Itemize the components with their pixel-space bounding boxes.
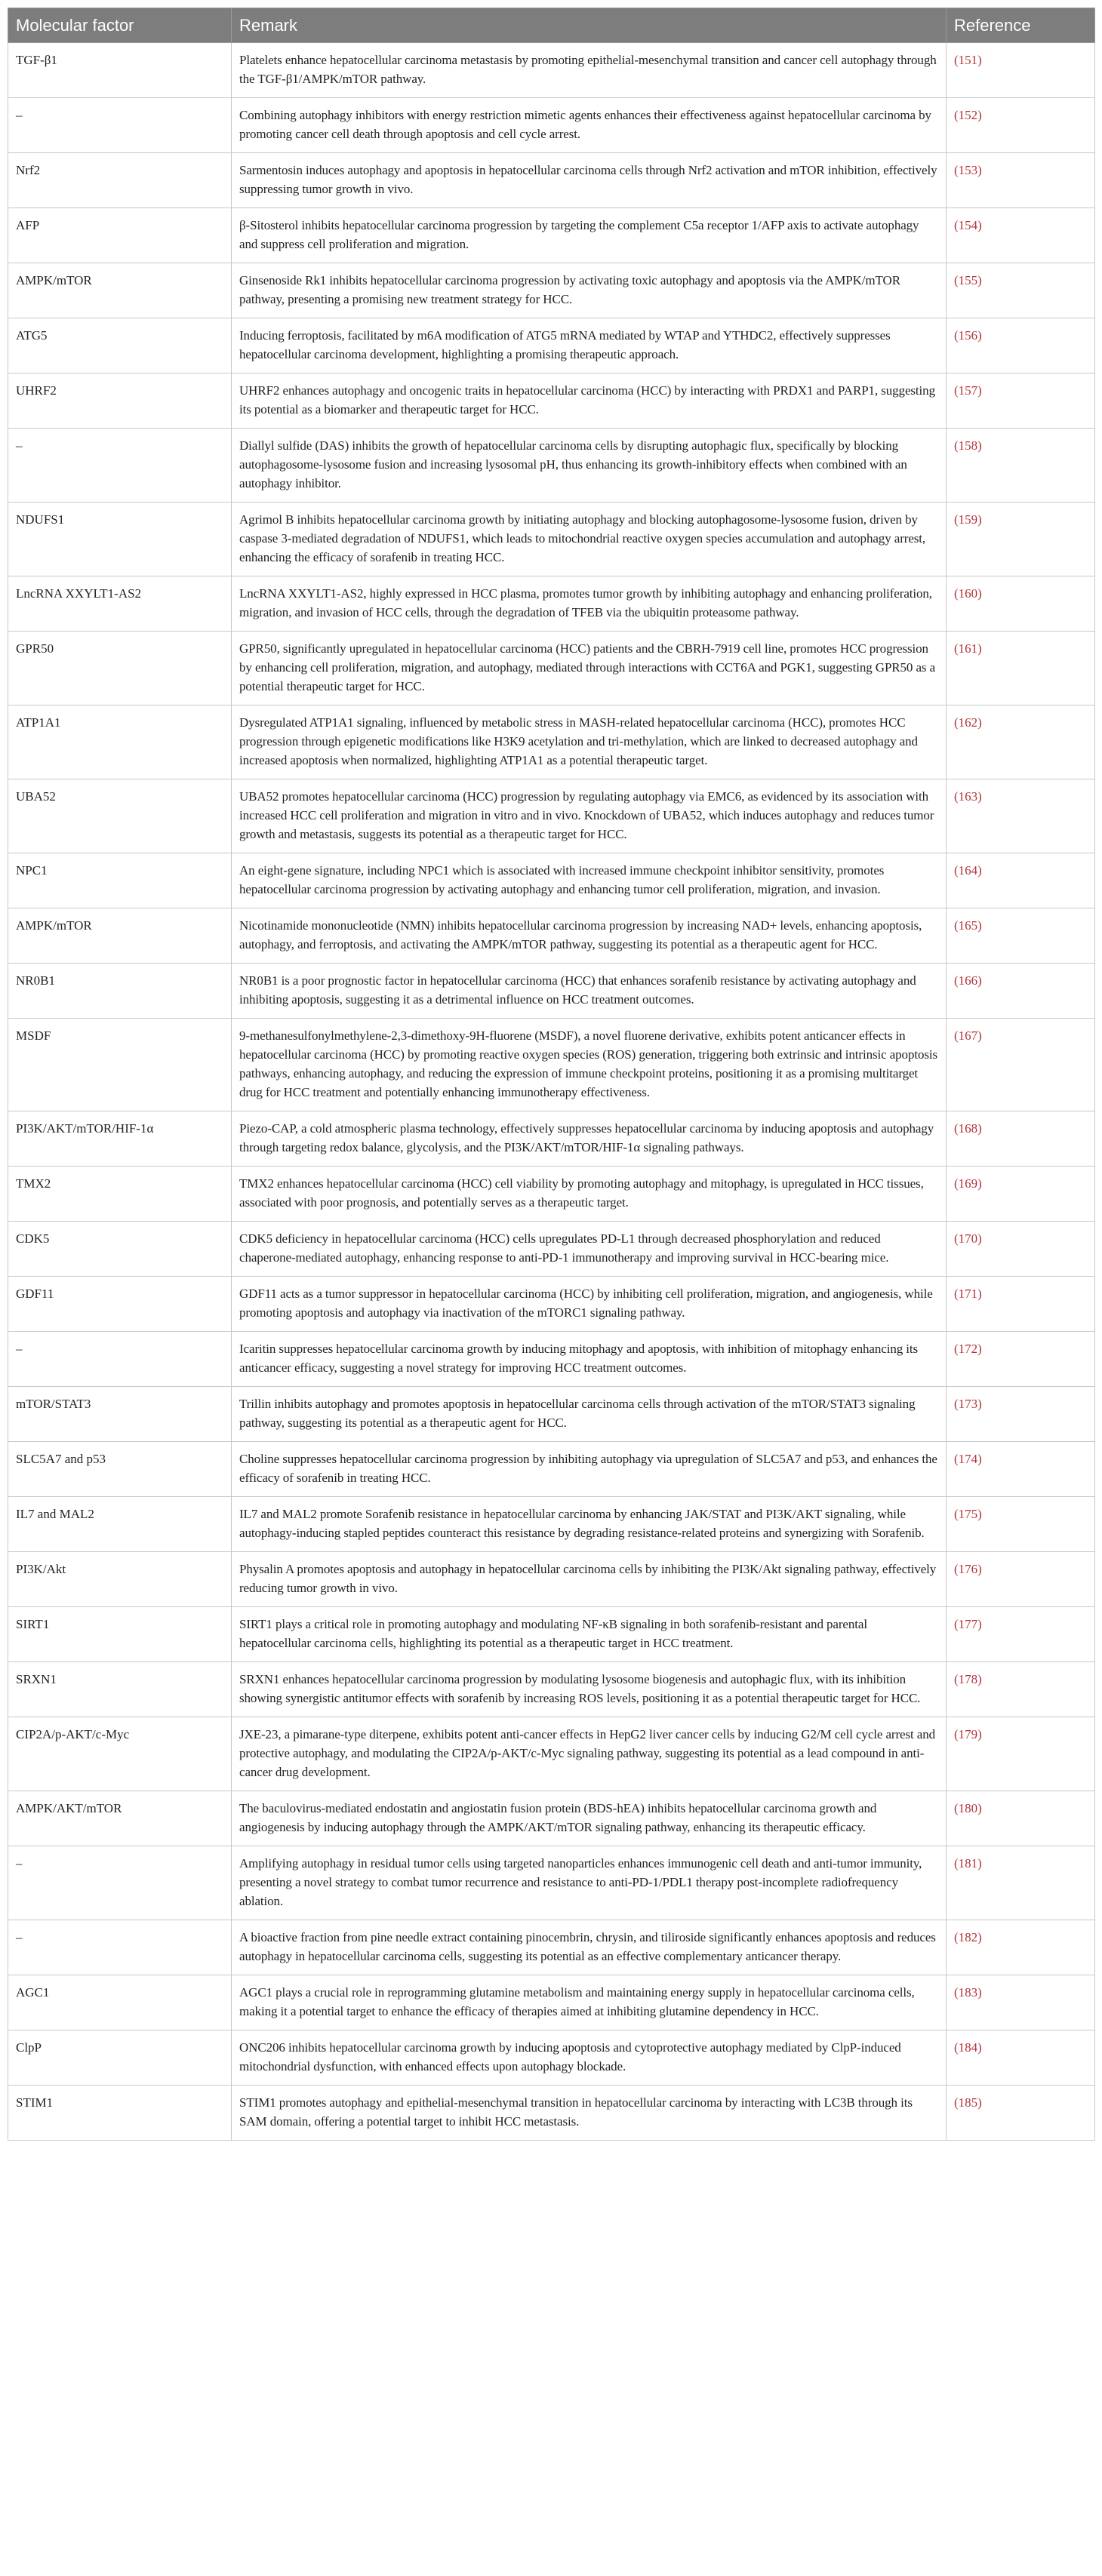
- reference-link[interactable]: (162): [947, 705, 1095, 779]
- reference-link[interactable]: (176): [947, 1552, 1095, 1607]
- molecular-factor-cell: –: [8, 1332, 232, 1387]
- remark-cell: JXE-23, a pimarane-type diterpene, exhibits potent anti-cancer effects in HepG2 liver cancer cells by inducing G2/M cell cycle arrest and protective autophagy, and modulating the CIP2A/p-AKT/c-Myc signaling pathway, suggesting its potential as a lead compound in anti-cancer drug development.: [232, 1717, 947, 1791]
- reference-link[interactable]: (166): [947, 964, 1095, 1019]
- reference-link[interactable]: (163): [947, 779, 1095, 853]
- table-row: [8, 503, 1095, 576]
- remark-cell: Physalin A promotes apoptosis and autophagy in hepatocellular carcinoma cells by inhibiting the PI3K/Akt signaling pathway, effectively reducing tumor growth in vivo.: [232, 1552, 947, 1607]
- table-row: [8, 1111, 1095, 1167]
- table-row: [8, 263, 1095, 318]
- remark-cell: GPR50, significantly upregulated in hepatocellular carcinoma (HCC) patients and the CBRH-7919 cell line, promotes HCC progression by enhancing cell proliferation, migration, and autophagy, mediated through interactions with CCT6A and PGK1, suggesting GPR50 as a potential therapeutic target for HCC.: [232, 632, 947, 705]
- remark-cell: Sarmentosin induces autophagy and apoptosis in hepatocellular carcinoma cells through Nrf2 activation and mTOR inhibition, effectively suppressing tumor growth in vivo.: [232, 153, 947, 208]
- header-remark: Remark: [232, 8, 947, 43]
- molecular-factor-cell: PI3K/AKT/mTOR/HIF-1α: [8, 1111, 232, 1167]
- table-row: [8, 1497, 1095, 1552]
- reference-link[interactable]: (152): [947, 98, 1095, 153]
- reference-link[interactable]: (185): [947, 2086, 1095, 2141]
- table-row: [8, 1442, 1095, 1497]
- reference-link[interactable]: (169): [947, 1167, 1095, 1222]
- remark-cell: β-Sitosterol inhibits hepatocellular carcinoma progression by targeting the complement C5a receptor 1/AFP axis to activate autophagy and suppress cell proliferation and migration.: [232, 208, 947, 263]
- remark-cell: TMX2 enhances hepatocellular carcinoma (HCC) cell viability by promoting autophagy and mitophagy, is upregulated in HCC tissues, associated with poor prognosis, and potentially serves as a therapeutic target.: [232, 1167, 947, 1222]
- table-row: [8, 853, 1095, 908]
- molecular-factor-cell: CDK5: [8, 1222, 232, 1277]
- remark-cell: UHRF2 enhances autophagy and oncogenic traits in hepatocellular carcinoma (HCC) by interacting with PRDX1 and PARP1, suggesting its potential as a biomarker and therapeutic target for HCC.: [232, 373, 947, 429]
- table-row: [8, 1975, 1095, 2030]
- molecular-factor-cell: NDUFS1: [8, 503, 232, 576]
- table-row: [8, 1167, 1095, 1222]
- table-row: [8, 1717, 1095, 1791]
- table-row: [8, 908, 1095, 964]
- molecular-factor-cell: Nrf2: [8, 153, 232, 208]
- table-row: [8, 632, 1095, 705]
- molecular-factor-cell: NR0B1: [8, 964, 232, 1019]
- molecular-factor-cell: UBA52: [8, 779, 232, 853]
- molecular-factor-cell: –: [8, 429, 232, 503]
- remark-cell: Agrimol B inhibits hepatocellular carcinoma growth by initiating autophagy and blocking autophagosome-lysosome fusion, driven by caspase 3-mediated degradation of NDUFS1, which leads to mitochondrial reactive oxygen species accumulation and autophagy arrest, enhancing the efficacy of sorafenib in treating HCC.: [232, 503, 947, 576]
- molecular-factor-cell: AGC1: [8, 1975, 232, 2030]
- molecular-factor-cell: ClpP: [8, 2030, 232, 2086]
- remark-cell: A bioactive fraction from pine needle extract containing pinocembrin, chrysin, and tiliroside significantly enhances apoptosis and reduces autophagy in hepatocellular carcinoma cells, suggesting its potential as an effective complementary anticancer therapy.: [232, 1920, 947, 1975]
- remark-cell: Dysregulated ATP1A1 signaling, influenced by metabolic stress in MASH-related hepatocellular carcinoma (HCC), promotes HCC progression through epigenetic modifications like H3K9 acetylation and tri-methylation, which are linked to decreased autophagy and increased apoptosis when normalized, highlighting ATP1A1 as a potential therapeutic target.: [232, 705, 947, 779]
- table-row: [8, 705, 1095, 779]
- table-row: [8, 429, 1095, 503]
- reference-link[interactable]: (164): [947, 853, 1095, 908]
- table-container: [8, 8, 1094, 2141]
- reference-link[interactable]: (174): [947, 1442, 1095, 1497]
- molecular-factor-cell: AMPK/AKT/mTOR: [8, 1791, 232, 1846]
- molecular-factor-cell: STIM1: [8, 2086, 232, 2141]
- reference-link[interactable]: (180): [947, 1791, 1095, 1846]
- remark-cell: LncRNA XXYLT1-AS2, highly expressed in HCC plasma, promotes tumor growth by inhibiting autophagy and enhancing proliferation, migration, and invasion of HCC cells, through the degradation of TFEB via the ubiquitin proteasome pathway.: [232, 576, 947, 632]
- molecular-factor-cell: IL7 and MAL2: [8, 1497, 232, 1552]
- reference-link[interactable]: (177): [947, 1607, 1095, 1662]
- remark-cell: Nicotinamide mononucleotide (NMN) inhibits hepatocellular carcinoma progression by increasing NAD+ levels, enhancing apoptosis, autophagy, and ferroptosis, and activating the AMPK/mTOR pathway, suggesting its potential as a therapeutic agent for HCC.: [232, 908, 947, 964]
- reference-link[interactable]: (151): [947, 43, 1095, 98]
- remark-cell: CDK5 deficiency in hepatocellular carcinoma (HCC) cells upregulates PD-L1 through decreased phosphorylation and reduced chaperone-mediated autophagy, enhancing response to anti-PD-1 immunotherapy and improving survival in HCC-bearing mice.: [232, 1222, 947, 1277]
- molecular-factor-cell: SLC5A7 and p53: [8, 1442, 232, 1497]
- table-row: [8, 1662, 1095, 1717]
- reference-link[interactable]: (179): [947, 1717, 1095, 1791]
- header-molecular-factor: Molecular factor: [8, 8, 232, 43]
- table-row: [8, 964, 1095, 1019]
- molecular-factor-cell: –: [8, 1920, 232, 1975]
- reference-link[interactable]: (182): [947, 1920, 1095, 1975]
- reference-link[interactable]: (178): [947, 1662, 1095, 1717]
- table-row: [8, 98, 1095, 153]
- molecular-factor-cell: ATG5: [8, 318, 232, 373]
- molecular-factor-cell: MSDF: [8, 1019, 232, 1111]
- molecular-factor-cell: UHRF2: [8, 373, 232, 429]
- table-row: [8, 1607, 1095, 1662]
- reference-link[interactable]: (168): [947, 1111, 1095, 1167]
- molecular-factor-table: [8, 8, 1095, 2141]
- molecular-factor-cell: GDF11: [8, 1277, 232, 1332]
- remark-cell: Ginsenoside Rk1 inhibits hepatocellular carcinoma progression by activating toxic autophagy and apoptosis via the AMPK/mTOR pathway, presenting a promising new treatment strategy for HCC.: [232, 263, 947, 318]
- remark-cell: Diallyl sulfide (DAS) inhibits the growth of hepatocellular carcinoma cells by disrupting autophagic flux, specifically by blocking autophagosome-lysosome fusion and increasing lysosomal pH, thus enhancing its growth-inhibitory effects when combined with an autophagy inhibitor.: [232, 429, 947, 503]
- table-row: [8, 1222, 1095, 1277]
- molecular-factor-cell: AMPK/mTOR: [8, 908, 232, 964]
- table-body: [8, 43, 1095, 2141]
- remark-cell: STIM1 promotes autophagy and epithelial-mesenchymal transition in hepatocellular carcinoma by interacting with LC3B through its SAM domain, offering a potential target to inhibit HCC metastasis.: [232, 2086, 947, 2141]
- remark-cell: AGC1 plays a crucial role in reprogramming glutamine metabolism and maintaining energy supply in hepatocellular carcinoma cells, making it a potential target to enhance the efficacy of therapies aimed at inhibiting glutamine dependency in HCC.: [232, 1975, 947, 2030]
- remark-cell: GDF11 acts as a tumor suppressor in hepatocellular carcinoma (HCC) by inhibiting cell proliferation, migration, and angiogenesis, while promoting apoptosis and autophagy via inactivation of the mTORC1 signaling pathway.: [232, 1277, 947, 1332]
- remark-cell: IL7 and MAL2 promote Sorafenib resistance in hepatocellular carcinoma by enhancing JAK/STAT and PI3K/AKT signaling, while autophagy-inducing stapled peptides counteract this resistance by degrading resistance-related proteins and synergizing with Sorafenib.: [232, 1497, 947, 1552]
- reference-link[interactable]: (167): [947, 1019, 1095, 1111]
- table-row: [8, 318, 1095, 373]
- molecular-factor-cell: CIP2A/p-AKT/c-Myc: [8, 1717, 232, 1791]
- remark-cell: SRXN1 enhances hepatocellular carcinoma progression by modulating lysosome biogenesis and autophagic flux, with its inhibition showing synergistic antitumor effects with sorafenib by increasing ROS levels, positioning it as a potential therapeutic target for HCC.: [232, 1662, 947, 1717]
- reference-link[interactable]: (170): [947, 1222, 1095, 1277]
- table-row: [8, 779, 1095, 853]
- table-row: [8, 576, 1095, 632]
- reference-link[interactable]: (161): [947, 632, 1095, 705]
- table-header: [8, 8, 1095, 43]
- table-row: [8, 208, 1095, 263]
- table-row: [8, 153, 1095, 208]
- molecular-factor-cell: GPR50: [8, 632, 232, 705]
- reference-link[interactable]: (175): [947, 1497, 1095, 1552]
- remark-cell: NR0B1 is a poor prognostic factor in hepatocellular carcinoma (HCC) that enhances sorafenib resistance by activating autophagy and inhibiting apoptosis, suggesting it as a detrimental influence on HCC treatment outcomes.: [232, 964, 947, 1019]
- table-row: [8, 1791, 1095, 1846]
- reference-link[interactable]: (184): [947, 2030, 1095, 2086]
- remark-cell: Trillin inhibits autophagy and promotes apoptosis in hepatocellular carcinoma cells through activation of the mTOR/STAT3 signaling pathway, suggesting its potential as a therapeutic agent for HCC.: [232, 1387, 947, 1442]
- remark-cell: Icaritin suppresses hepatocellular carcinoma growth by inducing mitophagy and apoptosis, with inhibition of mitophagy enhancing its anticancer efficacy, suggesting a novel strategy for improving HCC treatment outcomes.: [232, 1332, 947, 1387]
- reference-link[interactable]: (158): [947, 429, 1095, 503]
- remark-cell: The baculovirus-mediated endostatin and angiostatin fusion protein (BDS-hEA) inhibits hepatocellular carcinoma growth and angiogenesis by inducing autophagy through the AMPK/AKT/mTOR signaling pathway, enhancing its therapeutic efficacy.: [232, 1791, 947, 1846]
- remark-cell: UBA52 promotes hepatocellular carcinoma (HCC) progression by regulating autophagy via EMC6, as evidenced by its association with increased HCC cell proliferation and migration in vitro and in vivo. Knockdown of UBA52, which induces autophagy and reduces tumor growth and metastasis, suggests its potential as a therapeutic target for HCC.: [232, 779, 947, 853]
- remark-cell: ONC206 inhibits hepatocellular carcinoma growth by inducing apoptosis and cytoprotective autophagy mediated by ClpP-induced mitochondrial dysfunction, with enhanced effects upon autophagy blockade.: [232, 2030, 947, 2086]
- reference-link[interactable]: (156): [947, 318, 1095, 373]
- reference-link[interactable]: (159): [947, 503, 1095, 576]
- reference-link[interactable]: (171): [947, 1277, 1095, 1332]
- remark-cell: 9-methanesulfonylmethylene-2,3-dimethoxy-9H-fluorene (MSDF), a novel fluorene derivative, exhibits potent anticancer effects in hepatocellular carcinoma (HCC) by promoting reactive oxygen species (ROS) generation, triggering both extrinsic and intrinsic apoptosis pathways, enhancing autophagy, and reducing the expression of immune checkpoint proteins, positioning it as a promising multitarget drug for HCC treatment and potentially enhancing immunotherapy effectiveness.: [232, 1019, 947, 1111]
- table-row: [8, 2086, 1095, 2141]
- remark-cell: Choline suppresses hepatocellular carcinoma progression by inhibiting autophagy via upregulation of SLC5A7 and p53, and enhances the efficacy of sorafenib in treating HCC.: [232, 1442, 947, 1497]
- molecular-factor-cell: SIRT1: [8, 1607, 232, 1662]
- remark-cell: SIRT1 plays a critical role in promoting autophagy and modulating NF-κB signaling in both sorafenib-resistant and parental hepatocellular carcinoma cells, highlighting its potential as a therapeutic target in HCC treatment.: [232, 1607, 947, 1662]
- reference-link[interactable]: (183): [947, 1975, 1095, 2030]
- reference-link[interactable]: (181): [947, 1846, 1095, 1920]
- reference-link[interactable]: (160): [947, 576, 1095, 632]
- molecular-factor-cell: PI3K/Akt: [8, 1552, 232, 1607]
- table-row: [8, 1387, 1095, 1442]
- table-row: [8, 2030, 1095, 2086]
- reference-link[interactable]: (153): [947, 153, 1095, 208]
- remark-cell: Amplifying autophagy in residual tumor cells using targeted nanoparticles enhances immunogenic cell death and anti-tumor immunity, presenting a novel strategy to combat tumor recurrence and resistance to anti-PD-1/PDL1 therapy post-incomplete radiofrequency ablation.: [232, 1846, 947, 1920]
- reference-link[interactable]: (154): [947, 208, 1095, 263]
- table-row: [8, 1332, 1095, 1387]
- molecular-factor-cell: NPC1: [8, 853, 232, 908]
- molecular-factor-cell: AMPK/mTOR: [8, 263, 232, 318]
- table-row: [8, 1277, 1095, 1332]
- reference-link[interactable]: (157): [947, 373, 1095, 429]
- remark-cell: Piezo-CAP, a cold atmospheric plasma technology, effectively suppresses hepatocellular carcinoma by inducing apoptosis and autophagy through targeting redox balance, glycolysis, and the PI3K/AKT/mTOR/HIF-1α signaling pathways.: [232, 1111, 947, 1167]
- remark-cell: Combining autophagy inhibitors with energy restriction mimetic agents enhances their effectiveness against hepatocellular carcinoma by promoting cancer cell death through apoptosis and cell cycle arrest.: [232, 98, 947, 153]
- molecular-factor-cell: mTOR/STAT3: [8, 1387, 232, 1442]
- molecular-factor-cell: ATP1A1: [8, 705, 232, 779]
- remark-cell: Inducing ferroptosis, facilitated by m6A modification of ATG5 mRNA mediated by WTAP and YTHDC2, effectively suppresses hepatocellular carcinoma development, highlighting a promising therapeutic approach.: [232, 318, 947, 373]
- remark-cell: An eight-gene signature, including NPC1 which is associated with increased immune checkpoint inhibitor sensitivity, promotes hepatocellular carcinoma progression by activating autophagy and enhancing tumor cell proliferation, migration, and invasion.: [232, 853, 947, 908]
- header-reference: Reference: [947, 8, 1095, 43]
- reference-link[interactable]: (155): [947, 263, 1095, 318]
- molecular-factor-cell: –: [8, 98, 232, 153]
- molecular-factor-cell: SRXN1: [8, 1662, 232, 1717]
- reference-link[interactable]: (172): [947, 1332, 1095, 1387]
- table-row: [8, 1846, 1095, 1920]
- molecular-factor-cell: LncRNA XXYLT1-AS2: [8, 576, 232, 632]
- table-row: [8, 1019, 1095, 1111]
- table-row: [8, 1552, 1095, 1607]
- molecular-factor-cell: TGF-β1: [8, 43, 232, 98]
- molecular-factor-cell: –: [8, 1846, 232, 1920]
- table-row: [8, 43, 1095, 98]
- molecular-factor-cell: TMX2: [8, 1167, 232, 1222]
- reference-link[interactable]: (165): [947, 908, 1095, 964]
- table-row: [8, 1920, 1095, 1975]
- molecular-factor-cell: AFP: [8, 208, 232, 263]
- remark-cell: Platelets enhance hepatocellular carcinoma metastasis by promoting epithelial-mesenchymal transition and cancer cell autophagy through the TGF-β1/AMPK/mTOR pathway.: [232, 43, 947, 98]
- header-row: [8, 8, 1095, 43]
- table-row: [8, 373, 1095, 429]
- reference-link[interactable]: (173): [947, 1387, 1095, 1442]
